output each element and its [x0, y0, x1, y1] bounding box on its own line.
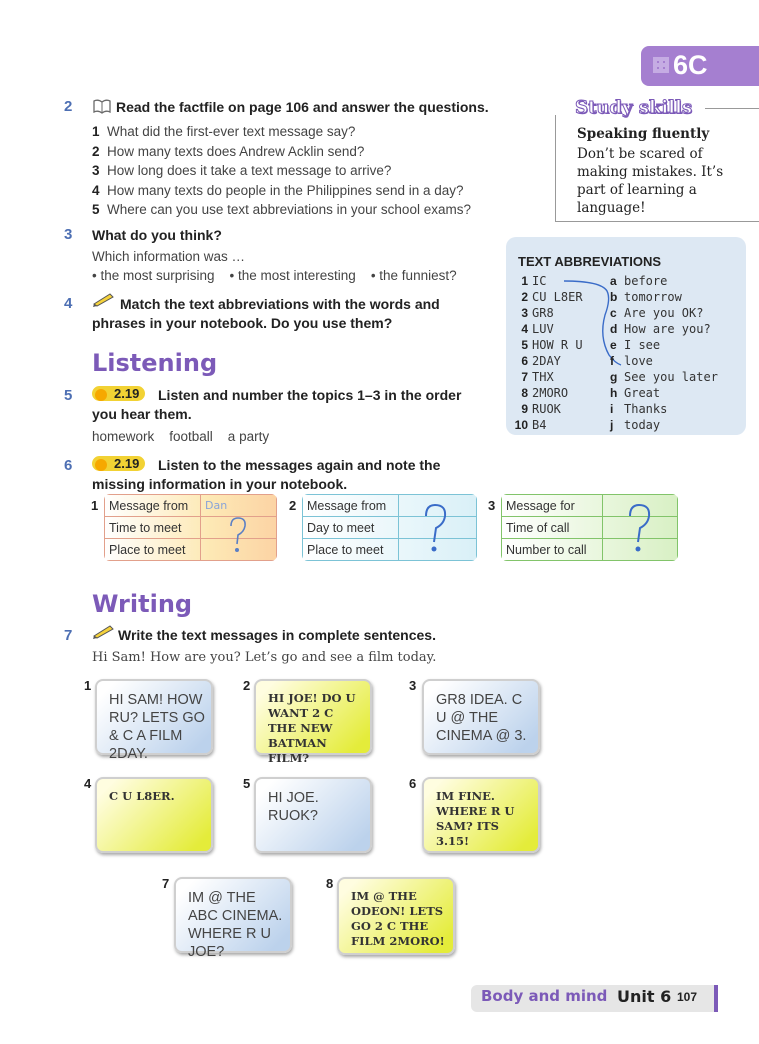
question-list: [92, 122, 471, 220]
page-footer: [471, 985, 718, 1012]
question-number: 3: [64, 226, 73, 243]
meaning-item: h Great: [610, 386, 661, 400]
text-message-card: [422, 777, 540, 853]
question-number: 7: [64, 627, 73, 644]
list-item: 2 How many texts does Andrew Acklin send?: [92, 143, 365, 159]
message-number: 5: [243, 776, 251, 791]
study-skills-box: [555, 97, 759, 222]
section-title-writing: Writing: [92, 590, 193, 618]
message-text: IM FINE. WHERE R U SAM? ITS 3.15!: [436, 789, 515, 848]
topics-list: homework football a party: [92, 429, 270, 444]
list-item: 4 How many texts do people in the Philippines send in a day?: [92, 182, 464, 198]
question-number: 4: [64, 295, 73, 312]
study-skills-title: Study skills: [575, 97, 692, 118]
question-number: 6: [64, 457, 73, 474]
abbreviation-item: 3 GR8: [521, 306, 554, 320]
meaning-item: a before: [610, 274, 668, 288]
abbreviation-item: 8 2MORO: [521, 386, 569, 400]
form-label: Time of call: [502, 517, 603, 539]
list-item: 5 Where can you use text abbreviations in your school exams?: [92, 202, 471, 217]
question-number: 2: [64, 98, 73, 115]
message-number: 1: [84, 678, 92, 693]
abbreviation-item: 10 B4: [514, 418, 547, 432]
audio-track-badge: 2.19: [92, 386, 145, 401]
divider: [705, 108, 759, 109]
text-message-card: [254, 777, 372, 853]
form-number: 2: [289, 498, 297, 513]
message-number: 2: [243, 678, 251, 693]
unit-section-tab: [641, 46, 759, 86]
message-form: [104, 494, 277, 561]
footer-unit: Unit 6: [617, 987, 672, 1006]
message-number: 4: [84, 776, 92, 791]
page-number: 107: [677, 990, 698, 1004]
footer-accent: [714, 985, 718, 1012]
form-label: Message from: [105, 495, 201, 517]
question-heading: What do you think?: [92, 227, 222, 243]
meaning-item: c Are you OK?: [610, 306, 704, 320]
abbreviation-item: 7 THX: [521, 370, 554, 384]
abbreviation-item: 5 HOW R U: [521, 338, 583, 352]
form-answer: Dan: [201, 495, 277, 517]
meaning-item: j today: [610, 418, 661, 432]
grid-icon: [653, 57, 669, 73]
message-number: 6: [409, 776, 417, 791]
form-label: Place to meet: [105, 539, 201, 561]
abbreviation-item: 6 2DAY: [521, 354, 561, 368]
form-label: Time to meet: [105, 517, 201, 539]
meaning-item: e I see: [610, 338, 661, 352]
message-text: C U L8ER.: [109, 789, 175, 803]
list-item: 1 What did the first-ever text message say?: [92, 124, 356, 139]
text-message-card: [95, 777, 213, 853]
audio-track-badge: 2.19: [92, 456, 145, 471]
text-message-card: [254, 679, 372, 765]
question-heading: Listen to the messages again and note the: [158, 457, 441, 473]
pencil-icon: [92, 291, 116, 307]
form-label: Place to meet: [303, 539, 399, 561]
message-number: 8: [326, 876, 334, 891]
abbreviation-item: 9 RUOK: [521, 402, 561, 416]
form-label: Message from: [303, 495, 399, 517]
pencil-icon: [92, 623, 116, 639]
text-abbreviations-box: [506, 237, 746, 435]
question-heading: Read the factfile on page 106 and answer the questions.: [116, 99, 489, 115]
question-heading: missing information in your notebook.: [92, 476, 348, 492]
form-label: Number to call: [502, 539, 603, 561]
question-heading: Match the text abbreviations with the words and: [120, 296, 440, 312]
question-heading: Write the text messages in complete sentences.: [118, 627, 436, 643]
meaning-item: i Thanks: [610, 402, 668, 416]
footer-topic: Body and mind: [481, 987, 608, 1005]
question-number: 5: [64, 387, 73, 404]
message-text: HI JOE! DO U WANT 2 C THE NEW BATMAN FILM?: [268, 691, 356, 765]
question-heading: Listen and number the topics 1–3 in the order: [158, 387, 462, 403]
message-text: HI JOE. RUOK?: [268, 790, 319, 824]
abbreviation-item: 1 IC: [521, 274, 547, 288]
question-heading: you hear them.: [92, 406, 192, 422]
text-message-card: [174, 877, 292, 960]
text-message-card: [337, 877, 455, 955]
meaning-item: g See you later: [610, 370, 718, 384]
text-message-card: [95, 679, 213, 762]
book-icon: [92, 98, 112, 114]
question-mark-icon: [624, 502, 654, 554]
section-title-listening: Listening: [92, 349, 218, 377]
message-form: [302, 494, 477, 561]
abbreviation-item: 2 CU L8ER: [521, 290, 583, 304]
abbreviations-title: TEXT ABBREVIATIONS: [518, 254, 662, 269]
question-mark-icon: [226, 516, 250, 556]
question-options: • the most surprising • the most interesting • the funniest?: [92, 268, 457, 283]
abbreviation-item: 4 LUV: [521, 322, 554, 336]
message-number: 7: [162, 876, 170, 891]
meaning-item: b tomorrow: [610, 290, 682, 304]
question-mark-icon: [420, 502, 450, 554]
message-number: 3: [409, 678, 417, 693]
list-item: 3 How long does it take a text message to arrive?: [92, 163, 392, 178]
form-label: Day to meet: [303, 517, 399, 539]
form-label: Message for: [502, 495, 603, 517]
message-text: IM @ THE ABC CINEMA. WHERE R U JOE?: [188, 890, 283, 960]
text-message-card: [422, 679, 540, 755]
question-heading: phrases in your notebook. Do you use them?: [92, 315, 393, 331]
meaning-item: f love: [610, 354, 653, 368]
study-skills-text: Don’t be scared of making mistakes. It’s part of learning a language!: [577, 146, 724, 216]
message-text: IM @ THE ODEON! LETS GO 2 C THE FILM 2MORO!: [351, 889, 445, 948]
example-sentence: Hi Sam! How are you? Let’s go and see a film today.: [92, 650, 437, 665]
message-text: HI SAM! HOW RU? LETS GO & C A FILM 2DAY.: [109, 692, 205, 762]
question-text: Which information was …: [92, 249, 246, 264]
section-label: 6C: [673, 50, 708, 80]
study-skills-subtitle: Speaking fluently: [577, 126, 710, 142]
form-number: 1: [91, 498, 99, 513]
meaning-item: d How are you?: [610, 322, 711, 336]
message-text: GR8 IDEA. C U @ THE CINEMA @ 3.: [436, 692, 527, 744]
form-number: 3: [488, 498, 496, 513]
